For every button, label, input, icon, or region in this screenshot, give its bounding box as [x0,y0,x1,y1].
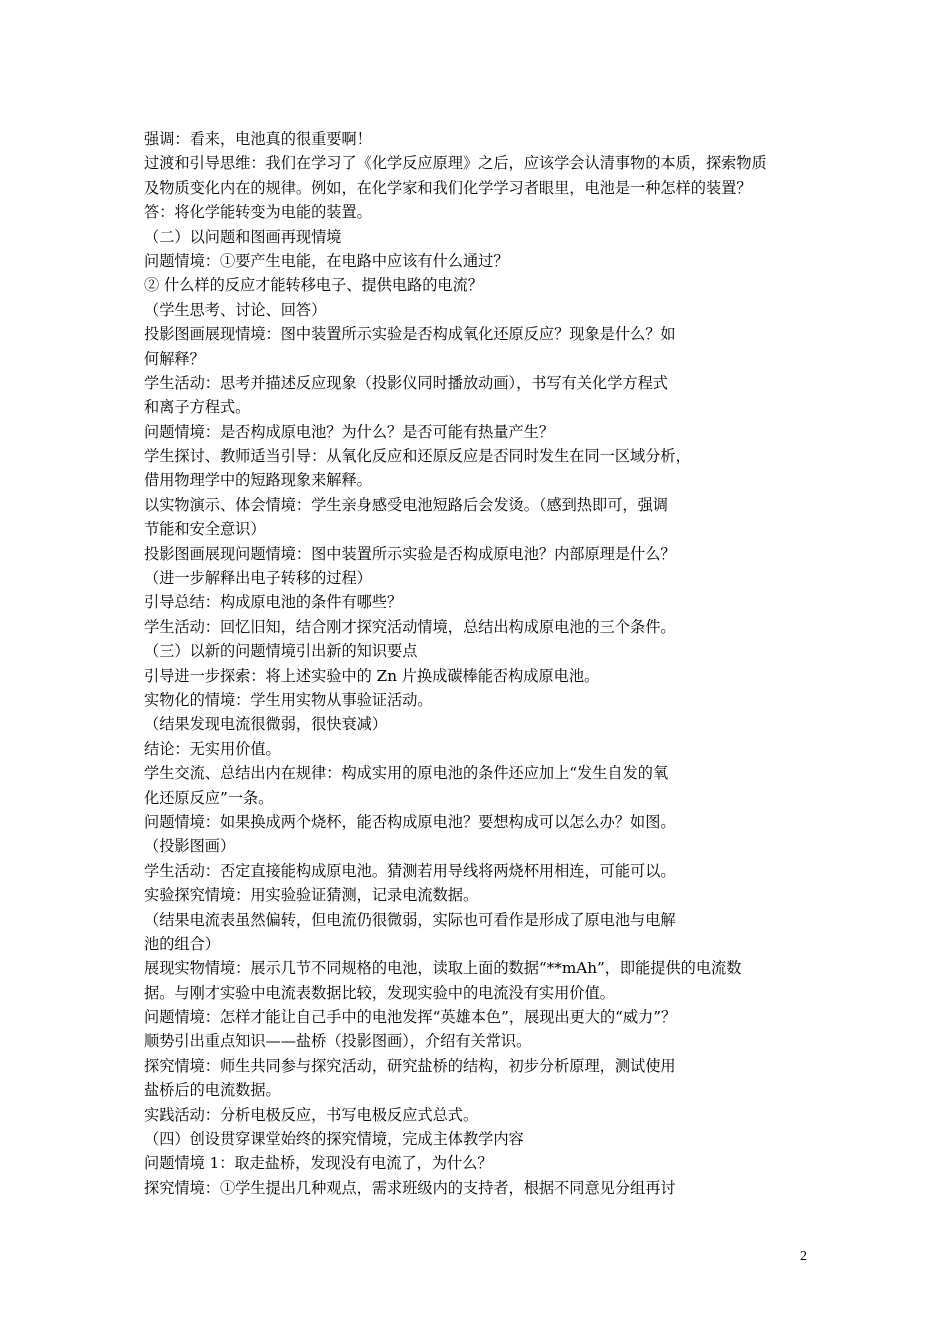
text-line: 结论：无实用价值。 [144,739,281,758]
text-line: 问题情境：怎样才能让自己手中的电池发挥“英雄本色”，展现出更大的“威力”？ [144,1008,677,1027]
text-line: 据。与刚才实验中电流表数据比较，发现实验中的电流没有实用价值。 [144,983,615,1002]
text-line: 探究情境：师生共同参与探究活动，研究盐桥的结构，初步分析原理，测试使用 [144,1056,676,1075]
text-line: 投影图画展现情境：图中装置所示实验是否构成氧化还原反应？现象是什么？如 [144,325,676,344]
text-line: 和离子方程式。 [144,398,251,417]
text-line: 实践活动：分析电极反应，书写电极反应式总式。 [144,1105,479,1124]
document-body [144,127,814,1200]
text-line: 节能和安全意识） [144,520,266,539]
text-line: 学生交流、总结出内在规律：构成实用的原电池的条件还应加上“发生自发的氧 [144,764,669,783]
text-line: （结果发现电流很微弱，很快衰减） [144,715,387,734]
text-line: 学生活动：思考并描述反应现象（投影仪同时播放动画），书写有关化学方程式 [144,373,668,392]
text-line: 学生探讨、教师适当引导：从氧化反应和还原反应是否同时发生在同一区域分析， [144,447,691,466]
text-line: 探究情境：①学生提出几种观点，需求班级内的支持者，根据不同意见分组再讨 [144,1178,676,1197]
text-line: 投影图画展现问题情境：图中装置所示实验是否构成原电池？内部原理是什么？ [144,544,676,563]
text-line: （四）创设贯穿课堂始终的探究情境，完成主体教学内容 [144,1130,524,1149]
text-line: 展现实物情境：展示几节不同规格的电池，读取上面的数据“**mAh”，即能提供的电流数 [144,959,742,978]
text-line: 问题情境：①要产生电能，在电路中应该有什么通过？ [144,251,509,270]
text-line: 答：将化学能转变为电能的装置。 [144,203,372,222]
text-line: 问题情境：如果换成两个烧杯，能否构成原电池？要想构成可以怎么办？如图。 [144,812,676,831]
text-line: 问题情境 1：取走盐桥，发现没有电流了，为什么？ [144,1154,493,1173]
text-line: （二）以问题和图画再现情境 [144,227,342,246]
text-line: 引导进一步探索：将上述实验中的 Zn 片换成碳棒能否构成原电池。 [144,666,600,685]
text-line: 池的组合） [144,934,220,953]
text-line: 及物质变化内在的规律。例如，在化学家和我们化学学习者眼里，电池是一种怎样的装置？ [144,178,752,197]
text-line: 问题情境：是否构成原电池？为什么？是否可能有热量产生？ [144,422,555,441]
text-line: 盐桥后的电流数据。 [144,1081,281,1100]
text-line: 学生活动：回忆旧知，结合刚才探究活动情境，总结出构成原电池的三个条件。 [144,617,676,636]
text-line: 过渡和引导思维：我们在学习了《化学反应原理》之后，应该学会认清事物的本质，探索物质 [144,154,767,173]
text-line: 强调：看来，电池真的很重要啊！ [144,130,372,148]
text-line: 化还原反应”一条。 [144,788,274,807]
text-line: 实验探究情境：用实验验证猜测，记录电流数据。 [144,886,479,905]
text-line: 何解释？ [144,349,205,368]
page-number: 2 [800,1249,807,1264]
text-line: （投影图画） [144,837,236,856]
text-line: （结果电流表虽然偏转，但电流仍很微弱，实际也可看作是形成了原电池与电解 [144,910,676,929]
text-line: 以实物演示、体会情境：学生亲身感受电池短路后会发烫。（感到热即可，强调 [144,495,668,514]
text-line: 实物化的情境：学生用实物从事验证活动。 [144,690,433,709]
text-line: ② 什么样的反应才能转移电子、提供电路的电流？ [144,276,483,295]
text-line: 引导总结：构成原电池的条件有哪些？ [144,593,403,612]
text-line: （三）以新的问题情境引出新的知识要点 [144,642,418,661]
text-line: （学生思考、讨论、回答） [144,300,327,319]
text-line: （进一步解释出电子转移的过程） [144,569,372,588]
text-line: 借用物理学中的短路现象来解释。 [144,471,372,490]
text-line: 顺势引出重点知识——盐桥（投影图画），介绍有关常识。 [144,1032,532,1051]
text-line: 学生活动：否定直接能构成原电池。猜测若用导线将两烧杯用相连，可能可以。 [144,861,676,880]
